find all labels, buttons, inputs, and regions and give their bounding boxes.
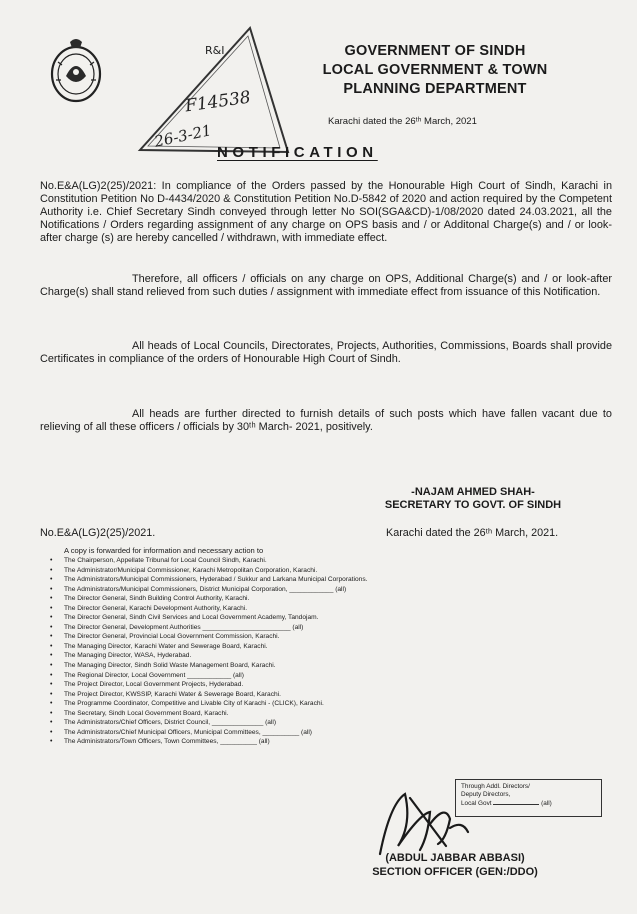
box-line-1: Through Addl. Directors/	[461, 783, 530, 790]
list-item: • The Director General, Sindh Civil Services and Local Government Academy, Tandojam.	[44, 613, 574, 623]
box-line-2: Deputy Directors,	[461, 791, 511, 798]
list-item: • The Project Director, KWSSIP, Karachi Water & Sewerage Board, Karachi.	[44, 690, 574, 700]
list-item: • The Managing Director, Sindh Solid Waste Management Board, Karachi.	[44, 661, 574, 671]
list-item: • The Managing Director, WASA, Hyderabad.	[44, 651, 574, 661]
department-header	[300, 42, 570, 99]
signatory-name: -NAJAM AHMED SHAH-	[411, 486, 535, 498]
stamp-label: R&I	[205, 44, 225, 57]
box-line-3: Local Govt	[461, 800, 492, 807]
list-item: • The Programme Coordinator, Competitive and Livable City of Karachi - (CLICK), Karachi.	[44, 699, 574, 709]
list-item: • The Director General, Karachi Development Authority, Karachi.	[44, 604, 574, 614]
sindh-government-seal	[48, 36, 104, 106]
paragraph-2: Therefore, all officers / officials on any charge on OPS, Additional Charge(s) and / or look-after Charge(s) shall stand relieved from such duties / assignment with immediate effect from issuance of this Notification.	[40, 273, 612, 298]
stamp-diary-number: F14538	[183, 87, 252, 117]
header-date: Karachi dated the 26ᵗʰ March, 2021	[328, 116, 477, 127]
signatory-name: (ABDUL JABBAR ABBASI)	[385, 852, 525, 864]
list-item: • The Administrators/Municipal Commissioners, District Municipal Corporation, ____________ (all)	[44, 585, 574, 595]
list-item: • The Director General, Development Authorities ________________________ (all)	[44, 623, 574, 633]
blank-line	[493, 799, 539, 805]
stamp-date: 26-3-21	[152, 121, 214, 151]
list-item: • The Administrator/Municipal Commissioner, Karachi Metropolitan Corporation, Karachi.	[44, 566, 574, 576]
copy-forwarded-intro: A copy is forwarded for information and necessary action to	[64, 546, 264, 555]
signatory-section-officer	[330, 851, 580, 879]
signatory-title: SECRETARY TO GOVT. OF SINDH	[384, 499, 562, 511]
distribution-list	[44, 556, 574, 747]
list-item: • The Administrators/Municipal Commissioners, Hyderabad / Sukkur and Larkana Municipal Corporations.	[44, 575, 574, 585]
list-item: • The Director General, Provincial Local Government Commission, Karachi.	[44, 632, 574, 642]
paragraph-3: All heads of Local Councils, Directorates, Projects, Authorities, Commissions, Boards shall provide Certificates in compliance of the orders of Honourable High Court of Sindh.	[40, 340, 612, 365]
list-item: • The Administrators/Chief Municipal Officers, Municipal Committees, __________ (all)	[44, 728, 574, 738]
paragraph-1: No.E&A(LG)2(25)/2021: In compliance of the Orders passed by the Honourable High Court of Sindh, Karachi in Constitution Petition No D-4434/2020 & Constitution Petition No.D-5842 of 2020 and action required by the Competent Authority i.e. Chief Secretary Sindh conveyed through letter No SOI(SGA&CD)-1/08/2020 dated 24.03.2021, all the Notifications / Orders regarding assignment of any charge on OPS basis and / or Additonal Charge(s) and / or look-after charge (s) are hereby cancelled / withdrawn, with immediate effect.	[40, 180, 612, 244]
signatory-title: SECTION OFFICER (GEN:/DDO)	[372, 866, 538, 878]
header-line-3: PLANNING DEPARTMENT	[343, 81, 527, 97]
list-item: • The Project Director, Local Government Projects, Hyderabad.	[44, 680, 574, 690]
notification-title: NOTIFICATION	[217, 144, 378, 161]
list-item: • The Director General, Sindh Building Control Authority, Karachi.	[44, 594, 574, 604]
signatory-secretary	[338, 486, 608, 512]
reference-number: No.E&A(LG)2(25)/2021.	[40, 527, 156, 539]
box-suffix: (all)	[541, 800, 552, 807]
list-item: • The Regional Director, Local Government ____________ (all)	[44, 671, 574, 681]
paragraph-4: All heads are further directed to furnish details of such posts which have fallen vacant due to relieving of all these officers / officials by 30ᵗʰ March- 2021, positively.	[40, 408, 612, 433]
list-item: • The Administrators/Chief Officers, District Council, ______________ (all)	[44, 718, 574, 728]
handwritten-signature	[350, 784, 490, 859]
header-line-2: LOCAL GOVERNMENT & TOWN	[322, 62, 548, 78]
list-item: • The Secretary, Sindh Local Government Board, Karachi.	[44, 709, 574, 719]
list-item: • The Administrators/Town Officers, Town Committees, __________ (all)	[44, 737, 574, 747]
header-line-1: GOVERNMENT OF SINDH	[344, 43, 526, 59]
list-item: • The Managing Director, Karachi Water and Sewerage Board, Karachi.	[44, 642, 574, 652]
list-item: • The Chairperson, Appellate Tribunal for Local Council Sindh, Karachi.	[44, 556, 574, 566]
reference-date: Karachi dated the 26ᵗʰ March, 2021.	[386, 527, 559, 539]
